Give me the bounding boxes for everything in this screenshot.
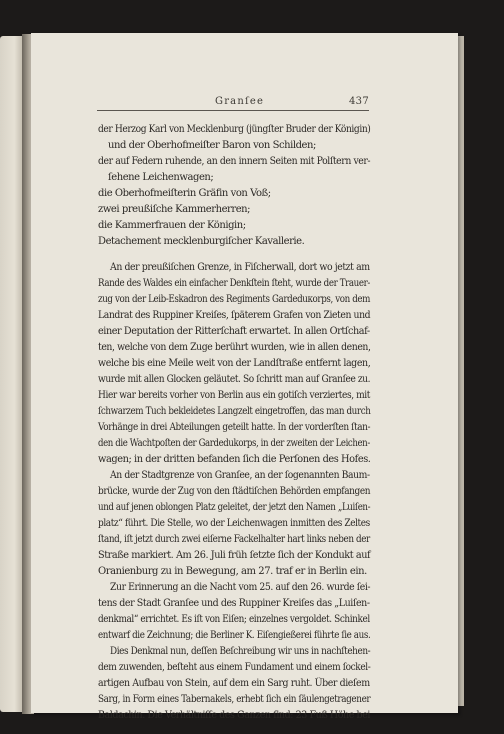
text-line: und der Oberhofmeiſter Baron von Schilden; bbox=[108, 140, 316, 151]
text-line: zwei preußiſche Kammerherren; bbox=[98, 204, 251, 215]
text-line: dem zuwenden, beſteht aus einem Fundament und einem ſockel- bbox=[98, 662, 371, 673]
text-line: Baldachin. Die Verhältniſſe des Ganzen ſind: 23 Fuß Höhe bei bbox=[98, 710, 371, 721]
text-line: platz“ führt. Die Stelle, wo der Leichenwagen inmitten des Zeltes bbox=[98, 518, 370, 529]
header-rule bbox=[97, 110, 369, 111]
text-line: ten, welche von dem Zuge berührt wurden, wie in allen denen, bbox=[98, 342, 371, 353]
text-line: einer Deputation der Ritterſchaft erwartet. In allen Ortſchaf- bbox=[98, 326, 370, 337]
text-line: Oranienburg zu in Bewegung, am 27. traf er in Berlin ein. bbox=[98, 566, 367, 577]
text-line: An der preußiſchen Grenze, in Fiſcherwall, dort wo jetzt am bbox=[110, 262, 370, 273]
text-line: brücke, wurde der Zug von den ſtädtiſchen Behörden empfangen bbox=[98, 486, 371, 497]
left-page-edge bbox=[0, 36, 24, 712]
text-line: wurde mit allen Glocken geläutet. So ſchritt man auf Granſee zu. bbox=[98, 374, 371, 385]
text-line: der Herzog Karl von Mecklenburg (jüngſter Bruder der Königin) bbox=[98, 124, 371, 135]
text-line: Dies Denkmal nun, deſſen Beſchreibung wir uns in nachſtehen- bbox=[110, 646, 371, 657]
text-line: der auf Federn ruhende, an den innern Seiten mit Polſtern ver- bbox=[98, 156, 371, 167]
text-line: Straße markiert. Am 26. Juli früh ſetzte ſich der Kondukt auf bbox=[98, 550, 371, 561]
running-title: Granſee bbox=[215, 96, 265, 107]
text-line: Detachement mecklenburgiſcher Kavallerie. bbox=[98, 236, 305, 247]
text-line: wagen; in der dritten befanden ſich die Perſonen des Hofes. bbox=[98, 454, 371, 465]
text-line: den die Wachtpoſten der Gardedukorps, in der zweiten der Leichen- bbox=[98, 438, 370, 449]
text-line: An der Stadtgrenze von Granſee, an der ſogenannten Baum- bbox=[110, 470, 370, 481]
text-line: zug von der Leib-Eskadron des Regiments Gardeduкorps, von dem bbox=[98, 294, 371, 305]
text-line: welche bis eine Meile weit von der Landſtraße entfernt lagen, bbox=[98, 358, 371, 369]
text-line: die Kammerfrauen der Königin; bbox=[98, 220, 246, 231]
page-number: 437 bbox=[349, 96, 369, 107]
text-line: ſtand, iſt jetzt durch zwei eiſerne Fackelhalter hart links neben der bbox=[98, 534, 370, 545]
text-line: denkmal“ errichtet. Es iſt von Eiſen; einzelnes vergoldet. Schinkel bbox=[98, 614, 370, 625]
text-line: Rande des Waldes ein einfacher Denkſtein ſteht, wurde der Trauer- bbox=[98, 278, 370, 289]
text-line: entwarf die Zeichnung; die Berliner K. Eiſengießerei führte ſie aus. bbox=[98, 630, 371, 641]
text-line: Landrat des Ruppiner Kreiſes, ſpäterem Grafen von Zieten und bbox=[98, 310, 371, 321]
text-line: Zur Erinnerung an die Nacht vom 25. auf den 26. wurde ſei- bbox=[110, 582, 371, 593]
text-line: die Oberhofmeiſterin Gräfin von Voß; bbox=[98, 188, 271, 199]
text-line: Vorhänge in drei Abteilungen geteilt hatte. In der vorderſten ſtan- bbox=[98, 422, 371, 433]
text-line: und auf jenen oblongen Platz geleitet, der jetzt den Namen „Luiſen- bbox=[98, 502, 371, 513]
text-line: Sarg, in Form eines Tabernakels, erhebt ſich ein ſäulengetragener bbox=[98, 694, 371, 705]
text-line: artigen Aufbau von Stein, auf dem ein Sarg ruht. Über dieſem bbox=[98, 678, 370, 689]
text-line: ſchwarzem Tuch bekleidetes Langzelt eingetroffen, das man durch bbox=[98, 406, 371, 417]
text-line: tens der Stadt Granſee und des Ruppiner Kreiſes das „Luiſen- bbox=[98, 598, 370, 609]
text-line: Hier war bereits vorher von Berlin aus ein gotiſch verziertes, mit bbox=[98, 390, 371, 401]
text-line: ſehene Leichenwagen; bbox=[108, 172, 214, 183]
